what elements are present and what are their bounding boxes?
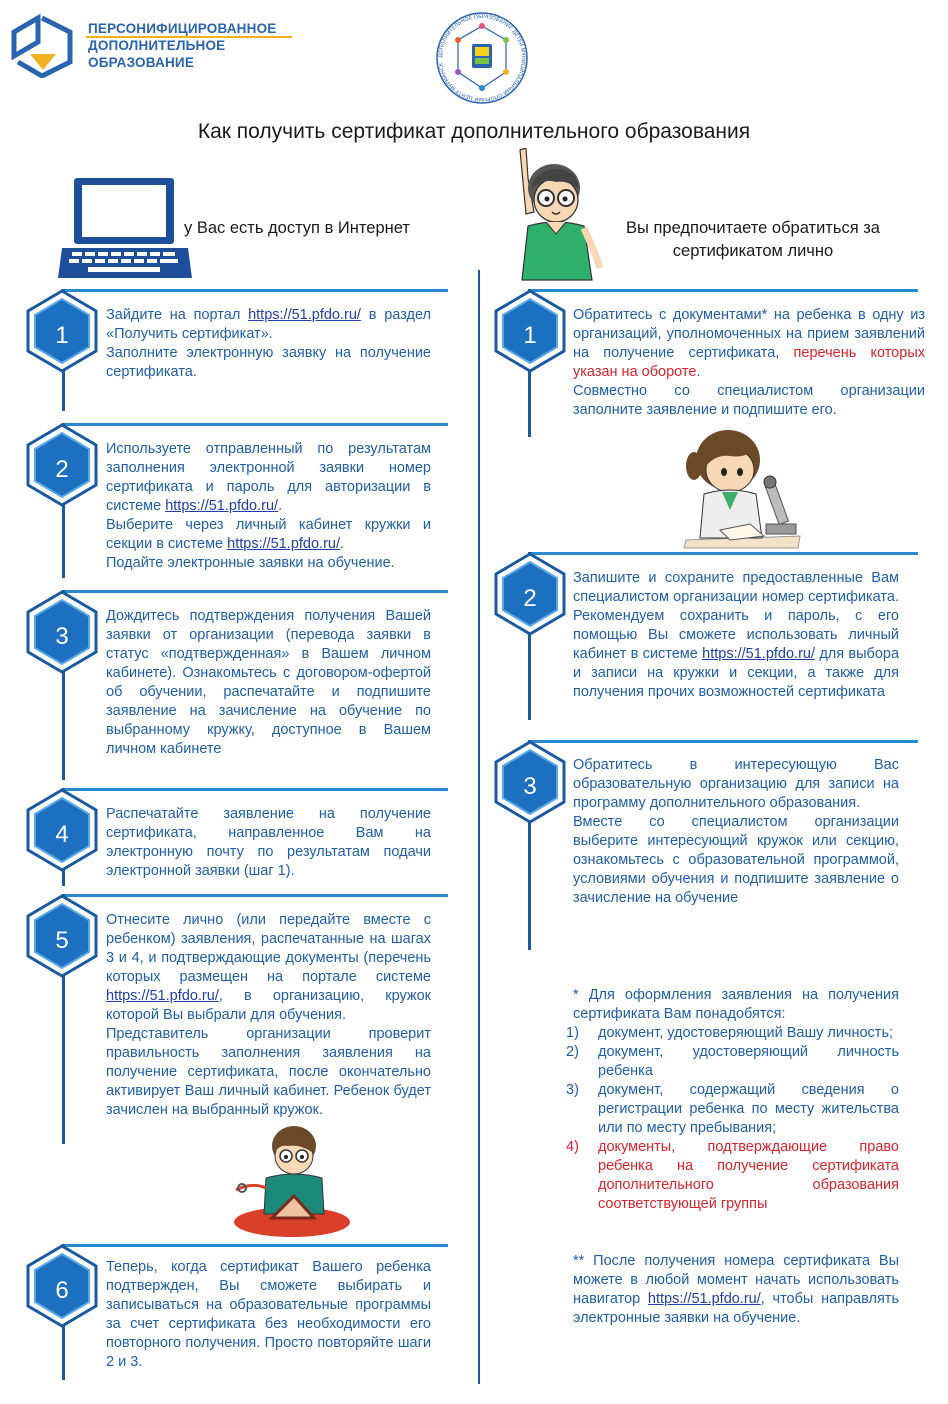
documents-list-item-highlighted: 4) документы, подтверждающие право ребенка на получение сертификата дополнительного образования соответствующей группы [566,1139,899,1212]
left-step-6-frame-top [62,1244,448,1247]
left-step-4-badge [26,788,98,877]
column-divider [478,270,480,1384]
left-step-5-badge [26,894,98,983]
right-step-1-text: Обратитесь с документами* на ребенка в одну из организаций, уполномоченных на прием заявлений на получение сертификата, перечень которых указан на обороте. Совместно со специалистом организации заполните заявление и подпишите его. [573,307,925,418]
left-step-4-frame-top [62,788,448,791]
left-step-3-frame-top [62,590,448,593]
logo-line-3: ОБРАЗОВАНИЕ [88,55,195,70]
left-step-6-text: Теперь, когда сертификат Вашего ребенка подтвержден, Вы сможете выбирать и записываться на образовательные программы за счет сертификата без необходимости его повторного получения. Просто повторяйте шаги 2 и 3. [106,1259,431,1370]
left-step-5-frame-top [62,894,448,897]
right-column-header: Вы предпочитаете обратиться за сертификатом лично [626,219,880,260]
right-step-1-badge [494,289,566,378]
right-step-1-frame-top [528,289,918,292]
left-step-3-number: 3 [55,623,69,650]
left-column-header: у Вас есть доступ в Интернет [184,219,410,237]
left-step-2-frame-top [62,423,448,426]
right-step-2-number: 2 [523,585,537,612]
right-step-2-portal-link[interactable]: https://51.pfdo.ru/ [702,646,816,662]
left-step-2-text: Используете отправленный по результатам заполнения электронной заявки номер сертификата и пароль для авторизации в системе https://51.pfdo.ru/. Выберите через личный кабинет кружки и секции в системе https://51.pfdo.ru/. Подайте электронные заявки на обучение. [106,441,431,571]
left-step-1-text: Зайдите на портал https://51.pfdo.ru/ в раздел «Получить сертификат». Заполните электронную заявку на получение сертификата. [106,307,432,380]
emblem-text: ДОПОЛНИТЕЛЬНОЕ ОБРАЗОВАНИЕ ДЕТЕЙ МУНИЦИПАЛЬНЫЙ ОПОРНЫЙ ЦЕНТР МУРМАНСК [437,13,527,103]
left-step-1-number: 1 [55,322,69,349]
right-step-2-text: Запишите и сохраните предоставленные Вам специалистом организации номер сертификата. Рекомендуем сохранить и пароль, с его помощью Вы сможете использовать личный кабинет в системе https://51.pfdo.ru/ для выбора и записи на кружки и секции, а также для получения прочих возможностей сертификата [573,570,900,700]
logo-underline [86,36,292,38]
right-step-2-badge [494,552,566,641]
left-step-4-number: 4 [55,821,69,848]
documents-list-item: 1) документ, удостоверяющий Вашу личность; [566,1025,894,1041]
boy-crafting-illustration [232,1118,350,1240]
documents-note-intro: * Для оформления заявления на получения сертификата Вам понадобятся: [573,987,899,1022]
left-step-6-number: 6 [55,1277,69,1304]
left-step-1-frame-top [62,289,448,292]
left-step-5-portal-link[interactable]: https://51.pfdo.ru/ [106,988,219,1004]
left-step-5-text: Отнесите лично (или передайте вместе с ребенком) заявления, распечатанные на шагах 3 и 4, и подтверждающие документы (перечень которых размещен на портале системе https://51.pfdo.ru/, в организацию, кружок которой Вы выбрали для обучения. Представитель организации проверит правильность заполнения заявления на получение сертификата, после окончательно активирует Ваш личный кабинет. Ребенок будет зачислен на выбранный кружок. [106,912,431,1118]
navigator-note: ** После получения номера сертификата Вы можете в любой момент начать использовать навигатор https://51.pfdo.ru/, чтобы направлять электронные заявки на обучение. [573,1253,899,1326]
documents-note [566,986,899,1214]
logo-line-2: ДОПОЛНИТЕЛЬНОЕ [88,38,226,53]
left-step-4-text: Распечатайте заявление на получение сертификата, направленное Вам на электронную почту по результатам подачи электронной заявки (шаг 1). [106,806,431,879]
right-step-1-number: 1 [523,322,537,349]
right-step-3-number: 3 [523,773,537,800]
navigator-portal-link[interactable]: https://51.pfdo.ru/ [647,1291,761,1307]
left-step-6-badge [26,1244,98,1333]
left-step-5-number: 5 [55,927,69,954]
page-title: Как получить сертификат дополнительного образования [197,120,751,143]
right-step-1-red-note: перечень которых указан на обороте [573,345,925,380]
left-step-1-portal-link[interactable]: https://51.pfdo.ru/ [248,307,361,323]
left-step-2-number: 2 [55,456,69,483]
right-step-3-text: Обратитесь в интересующую Вас образовательную организацию для записи на программу дополнительного образования. Вместе со специалистом организации выберите интересующий кружок или секцию, ознакомьтесь с образовательной программой, условиями обучения и подпишите заявление о зачисление на обучение [573,757,899,906]
right-step-3-badge [494,740,566,829]
left-step-2-portal-link[interactable]: https://51.pfdo.ru/ [165,498,279,514]
left-step-3-text: Дождитесь подтверждения получения Вашей заявки от организации (перевода заявки в статус «подтвержденная» в Вашем личном кабинете). Ознакомьтесь с договором-офертой об обучении, распечатайте и подпишите заявление на зачисление на обучение по выбранному кружку, доступное в Вашем личном кабинете [106,608,431,757]
logo-text [88,20,277,71]
documents-list-item: 3) документ, содержащий сведения о регистрации ребенка по месту жительства или по месту пребывания; [566,1082,899,1136]
pfdo-logo-icon [8,12,78,78]
left-step-2-portal-link-2[interactable]: https://51.pfdo.ru/ [227,536,340,552]
girl-microscope-illustration [680,420,806,550]
emblem-logo [434,10,530,106]
documents-list-item: 2) документ, удостоверяющий личность ребенка [566,1044,899,1079]
left-step-3-badge [26,590,98,679]
logo-line-1: ПЕРСОНИФИЦИРОВАННОЕ [88,21,277,36]
left-step-1-badge [26,289,98,378]
laptop-icon [58,176,192,280]
boy-raising-hand-illustration [512,148,604,282]
left-step-2-badge [26,423,98,512]
right-step-3-frame-top [528,740,918,743]
right-step-2-frame-top [528,552,918,555]
